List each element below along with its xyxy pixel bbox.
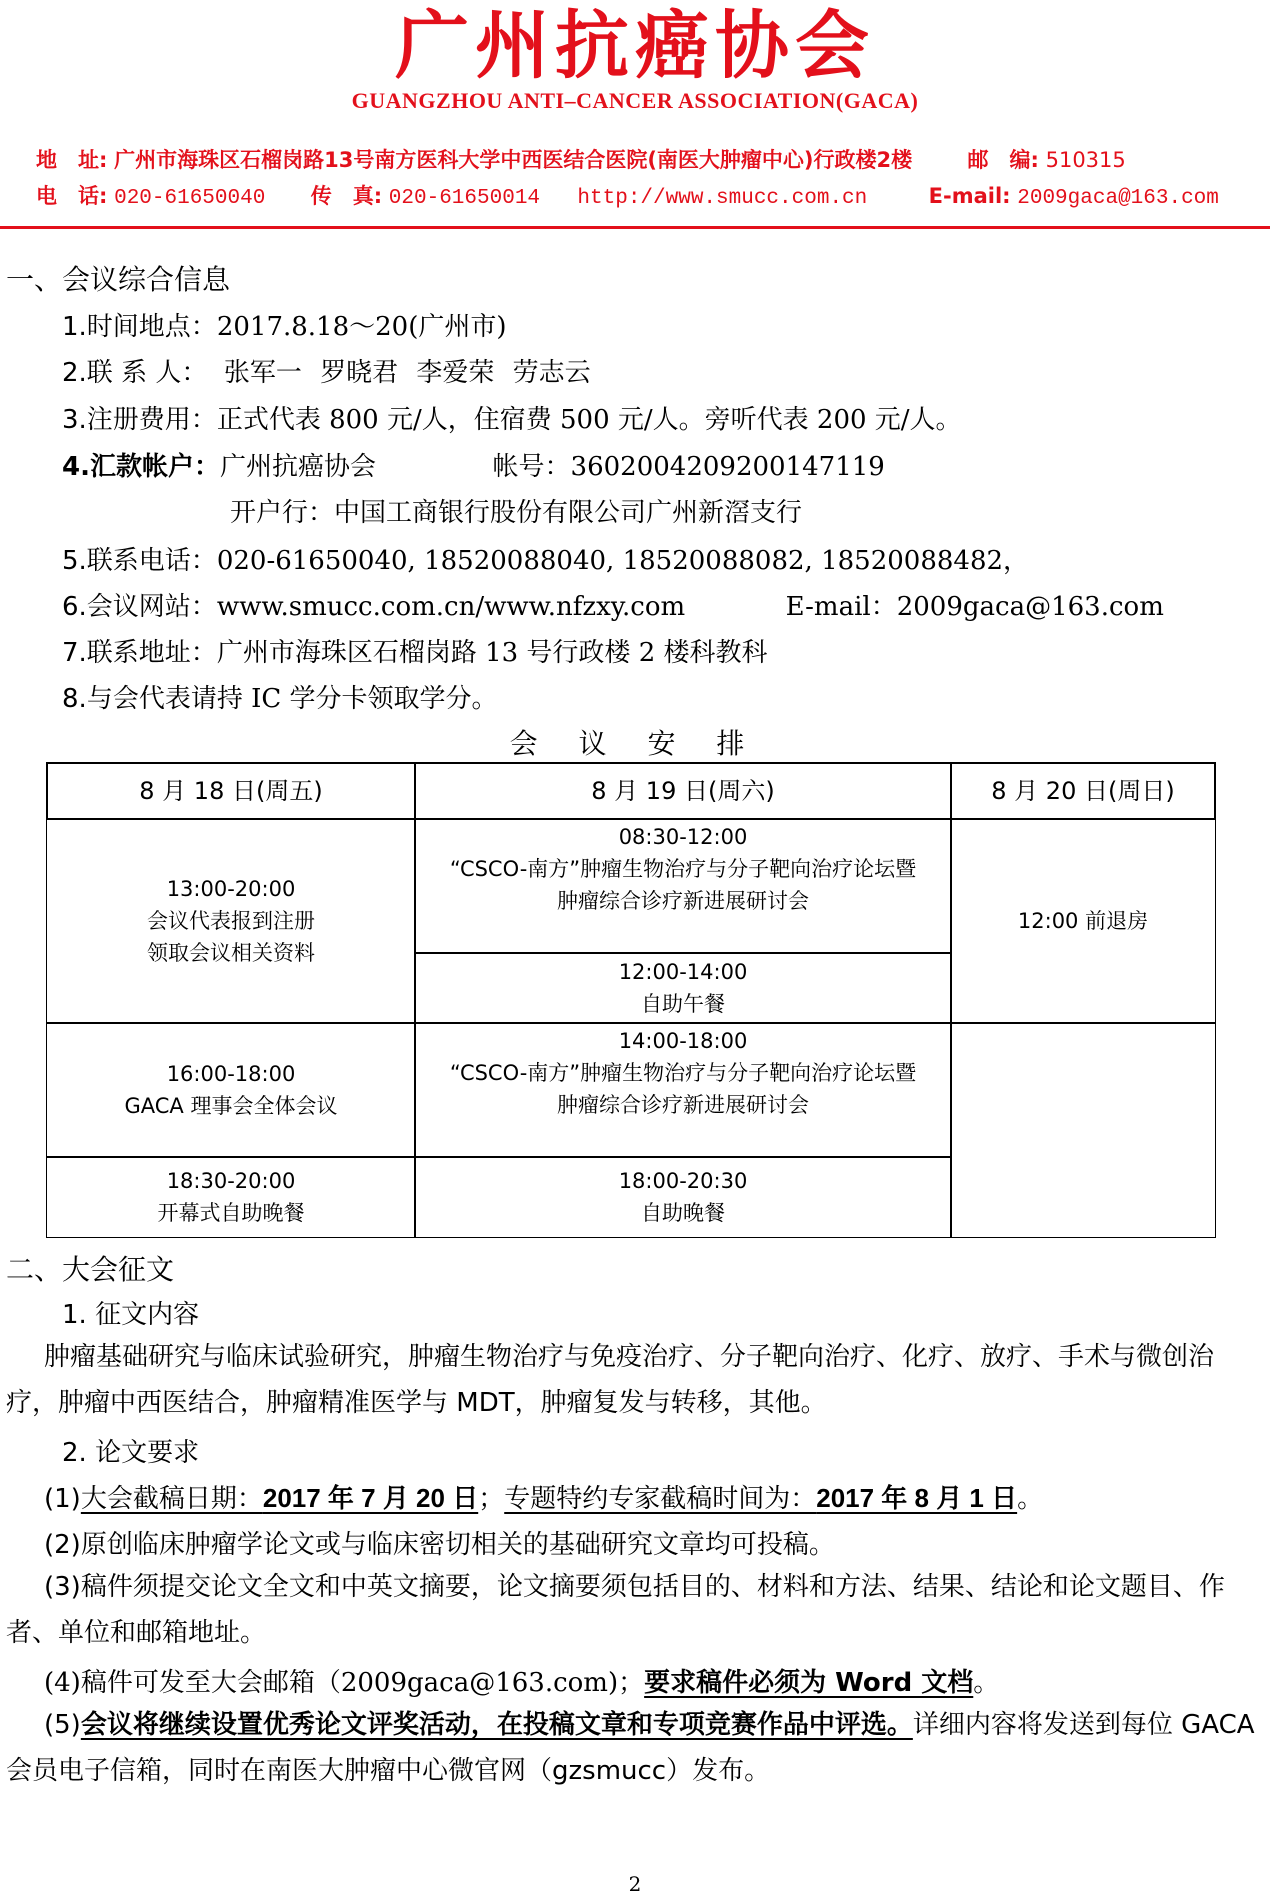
schedule-cell-day2-1 — [414, 818, 952, 954]
req-text: 专题特约专家截稿时间为： — [504, 1484, 817, 1514]
info-item-credits — [62, 678, 498, 715]
header-label: 8 月 20 日(周日) — [991, 777, 1175, 805]
requirement-1 — [44, 1478, 1043, 1515]
info-value: 广州市海珠区石榴岗路 13 号行政楼 2 楼科教科 — [216, 638, 768, 668]
address-label: 地 址: — [36, 148, 108, 172]
header-label: 8 月 18 日(周五) — [139, 777, 323, 805]
session-time: 13:00-20:00 — [166, 877, 296, 901]
account-label: 帐号： — [492, 452, 571, 482]
session-text: “CSCO-南方”肿瘤生物治疗与分子靶向治疗论坛暨 — [449, 1061, 917, 1085]
session-time: 18:00-20:30 — [618, 1169, 748, 1193]
session-text: 会议代表报到注册 — [147, 909, 315, 933]
section1-heading: 一、会议综合信息 — [6, 263, 231, 296]
subheading-content: 1. 征文内容 — [62, 1300, 200, 1330]
page-number: 2 — [628, 1872, 642, 1896]
account-number: 3602004209200147119 — [570, 452, 885, 482]
info-label: 1.时间地点： — [62, 312, 217, 342]
schedule-cell-day1-3 — [46, 1156, 416, 1238]
req-text: 。 — [973, 1668, 1000, 1698]
session-text: “CSCO-南方”肿瘤生物治疗与分子靶向治疗论坛暨 — [449, 857, 917, 881]
postcode-text: 510315 — [1045, 148, 1126, 172]
website-link[interactable]: http://www.smucc.com.cn — [577, 187, 868, 210]
req-emphasis: 会议将继续设置优秀论文评奖活动，在投稿文章和专项竞赛作品中评选。 — [80, 1710, 913, 1740]
info-label: 3.注册费用： — [62, 405, 217, 435]
info-item-website — [62, 586, 1164, 623]
header-day2 — [414, 762, 952, 820]
postcode-label: 邮 编: — [967, 148, 1039, 172]
address-text: 广州市海珠区石榴岗路13号南方医科大学中西医结合医院(南医大肿瘤中心)行政楼2楼 — [114, 148, 913, 172]
session-text: 自助晚餐 — [641, 1201, 725, 1225]
schedule-cell-day1-1 — [46, 818, 416, 1024]
info-value: 与会代表请持 IC 学分卡领取学分。 — [86, 684, 498, 714]
schedule-title: 会 议 安 排 — [509, 727, 761, 760]
header-label: 8 月 19 日(周六) — [591, 777, 775, 805]
email-label: E-mail: — [928, 184, 1011, 208]
session-text: 肿瘤综合诊疗新进展研讨会 — [557, 1093, 809, 1117]
info-label: 4.汇款帐户： — [62, 452, 220, 482]
info-item-address — [62, 632, 768, 669]
info-item-fees — [62, 399, 962, 436]
req-text: (4)稿件可发至大会邮箱（2009gaca@163.com)； — [44, 1668, 645, 1698]
info-value: 张军一 罗晓君 李爱荣 劳志云 — [223, 358, 591, 388]
fax-text: 020-61650014 — [388, 187, 541, 210]
section2-heading: 二、大会征文 — [6, 1253, 175, 1286]
session-time: 12:00-14:00 — [618, 960, 748, 984]
info-value: 2017.8.18～20(广州市) — [216, 312, 507, 342]
conference-email-link[interactable]: 2009gaca@163.com — [896, 592, 1164, 622]
schedule-table — [46, 762, 1216, 1238]
schedule-cell-day3-empty — [950, 1022, 1216, 1238]
session-text: 12:00 前退房 — [1017, 909, 1149, 933]
phone-text: 020-61650040 — [114, 187, 266, 210]
session-time: 08:30-12:00 — [618, 825, 748, 849]
req-text: 详细内容将发送到每位 GACA 会员电子信箱，同时在南医大肿瘤中心微官网（gzsmucc）发布。 — [6, 1710, 1255, 1786]
info-label: 5.联系电话： — [62, 546, 217, 576]
email-link[interactable]: 2009gaca@163.com — [1017, 187, 1219, 210]
info-item-time — [62, 306, 507, 343]
session-time: 16:00-18:00 — [166, 1062, 296, 1086]
session-text: 肿瘤综合诊疗新进展研讨会 — [557, 889, 809, 913]
info-item-remit — [62, 446, 885, 483]
requirement-5 — [6, 1702, 1256, 1794]
deadline-date: 2017 年 7 月 20 日 — [262, 1483, 479, 1513]
fax-label: 传 真: — [310, 184, 383, 208]
requirement-4 — [44, 1662, 999, 1699]
info-value: 广州抗癌协会 — [219, 452, 376, 482]
info-label: 6.会议网站： — [62, 592, 217, 622]
info-value: 中国工商银行股份有限公司广州新滘支行 — [334, 498, 803, 528]
info-item-phones — [62, 540, 1029, 577]
schedule-cell-day2-2 — [414, 952, 952, 1024]
special-deadline-date: 2017 年 8 月 1 日 — [816, 1483, 1018, 1513]
req-number: (1) — [44, 1484, 81, 1514]
info-value: 020-61650040, 18520088040, 18520088082, 18520088482， — [216, 546, 1030, 576]
schedule-cell-day2-3 — [414, 1022, 952, 1158]
req-number: (5) — [44, 1710, 81, 1740]
session-text: 自助午餐 — [641, 992, 725, 1016]
session-text: GACA 理事会全体会议 — [124, 1094, 338, 1118]
requirement-2: (2)原创临床肿瘤学论文或与临床密切相关的基础研究文章均可投稿。 — [44, 1530, 835, 1560]
letterhead-divider — [0, 226, 1270, 229]
info-label: 开户行： — [230, 498, 335, 528]
association-subtitle: GUANGZHOU ANTI–CANCER ASSOCIATION(GACA) — [351, 88, 919, 113]
session-text: 领取会议相关资料 — [147, 941, 315, 965]
req-text: ； — [478, 1484, 505, 1514]
req-emphasis: 要求稿件必须为 Word 文档 — [644, 1668, 974, 1698]
letterhead-contact-line — [36, 180, 1219, 210]
conference-website-link[interactable]: www.smucc.com.cn/www.nfzxy.com — [216, 592, 686, 622]
info-label: 7.联系地址： — [62, 638, 217, 668]
info-label: 2.联 系 人： — [62, 358, 208, 388]
requirement-3: (3)稿件须提交论文全文和中英文摘要，论文摘要须包括目的、材料和方法、结果、结论和论文题目、作者、单位和邮箱地址。 — [6, 1572, 1225, 1648]
header-day1 — [46, 762, 416, 820]
req-text: 大会截稿日期： — [80, 1484, 263, 1514]
info-label: 8. — [62, 684, 87, 714]
phone-label: 电 话: — [36, 184, 108, 208]
session-time: 18:30-20:00 — [166, 1169, 296, 1193]
info-value: 正式代表 800 元/人，住宿费 500 元/人。旁听代表 200 元/人。 — [216, 405, 962, 435]
letterhead-address-line — [36, 144, 1126, 174]
subheading-requirements: 2. 论文要求 — [62, 1438, 200, 1468]
info-item-contacts — [62, 352, 591, 389]
schedule-cell-day2-4 — [414, 1156, 952, 1238]
session-time: 14:00-18:00 — [618, 1029, 748, 1053]
schedule-cell-day3-1 — [950, 818, 1216, 1024]
call-content-paragraph: 肿瘤基础研究与临床试验研究，肿瘤生物治疗与免疫治疗、分子靶向治疗、化疗、放疗、手术与微创治疗，肿瘤中西医结合，肿瘤精准医学与 MDT，肿瘤复发与转移，其他。 — [6, 1342, 1215, 1418]
session-text: 开幕式自助晚餐 — [157, 1201, 305, 1225]
info-item-bank — [230, 492, 802, 529]
schedule-cell-day1-2 — [46, 1022, 416, 1158]
email-label: E-mail： — [785, 592, 897, 622]
header-day3 — [950, 762, 1216, 820]
req-text: 。 — [1017, 1484, 1044, 1514]
association-title: 广州抗癌协会 — [395, 3, 875, 89]
